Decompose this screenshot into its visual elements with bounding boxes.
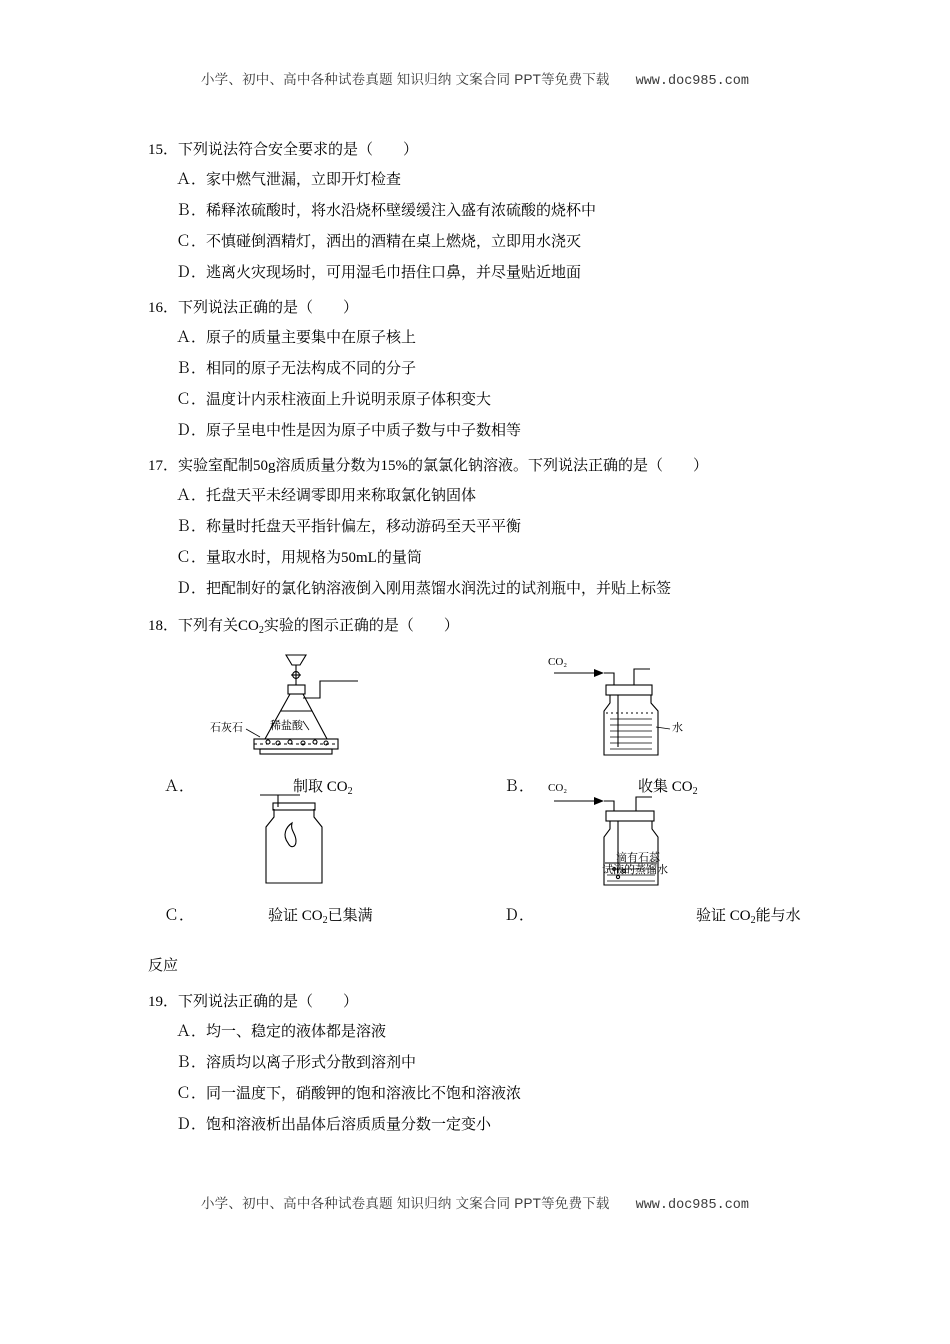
question-17-number: 17．: [148, 458, 179, 474]
figure-c-caption: [268, 904, 373, 925]
question-15-option-a[interactable]: Ａ．家中燃气泄漏，立即开灯检查: [176, 172, 402, 188]
figure-d-annotation-co2: CO₂: [548, 782, 568, 794]
question-15-option-d[interactable]: Ｄ．逃离火灾现场时，可用湿毛巾捂住口鼻，并尽量贴近地面: [176, 265, 582, 281]
question-17-stem: [148, 451, 848, 481]
figure-a-label: Ａ．: [164, 779, 195, 795]
figure-b-caption-text: 收集 CO: [638, 779, 693, 795]
question-18-stem-part1: 下列有关CO: [178, 618, 259, 634]
figure-d-caption: [696, 904, 801, 925]
figure-c-caption-text2: 已集满: [327, 908, 373, 924]
question-15-option-c[interactable]: Ｃ．不慎碰倒酒精灯，洒出的酒精在桌上燃烧，立即用水浇灭: [176, 234, 582, 250]
question-17-option-d[interactable]: Ｄ．把配制好的氯化钠溶液倒入刚用蒸馏水润洗过的试剂瓶中，并贴上标签: [176, 581, 672, 597]
figure-c-caption-text: 验证 CO: [268, 908, 323, 924]
question-19-option-b[interactable]: Ｂ．溶质均以离子形式分散到溶剂中: [176, 1055, 417, 1071]
figure-b-annotation-water: 水: [672, 722, 683, 734]
question-15: [148, 135, 848, 289]
figure-b-caption-sub: 2: [692, 786, 698, 797]
figure-a-annotation-limestone: 石灰石: [210, 722, 243, 734]
question-19-stem: [148, 987, 848, 1017]
question-15-number: 15．: [148, 142, 179, 158]
figure-b-label: Ｂ．: [504, 779, 535, 795]
question-16-option-a[interactable]: Ａ．原子的质量主要集中在原子核上: [176, 330, 417, 346]
question-15-stem: [148, 135, 848, 165]
figure-d-caption-text: 验证 CO: [696, 908, 751, 924]
figure-a-annotation-acid: 稀盐酸: [270, 720, 303, 732]
figure-d-caption-text2: 能与水: [755, 908, 801, 924]
question-19-number: 19．: [148, 994, 179, 1010]
question-17-stem-text: 实验室配制50g溶质质量分数为15%的氯氯化钠溶液。下列说法正确的是（ ）: [178, 458, 709, 474]
question-17-option-c[interactable]: Ｃ．量取水时，用规格为50mL的量筒: [176, 550, 422, 566]
figure-a-caption-sub: 2: [347, 786, 353, 797]
question-17-option-a[interactable]: Ａ．托盘天平未经调零即用来称取氯化钠固体: [176, 488, 477, 504]
watermark-site-bottom: www.doc985.com: [635, 1198, 750, 1213]
question-16-stem-text: 下列说法正确的是（ ）: [178, 300, 359, 316]
question-18-stem: [148, 611, 848, 643]
figure-d-annotation-litmus-1: 滴有石蕊: [616, 852, 660, 864]
watermark-bottom: [0, 1192, 950, 1213]
question-16-option-c[interactable]: Ｃ．温度计内汞柱液面上升说明汞原子体积变大: [176, 392, 492, 408]
question-18-figures: [148, 649, 848, 949]
question-18-number: 18．: [148, 618, 179, 634]
figure-c-drawing: [208, 791, 408, 903]
question-18: [148, 611, 848, 981]
question-19-option-d[interactable]: Ｄ．饱和溶液析出晶体后溶质质量分数一定变小: [176, 1117, 492, 1133]
figure-d-caption-sub: 2: [750, 915, 756, 926]
question-18-stem-sub: 2: [258, 625, 264, 636]
figure-d-annotation-litmus-2: 试液的蒸馏水: [602, 864, 668, 876]
question-19-option-a[interactable]: Ａ．均一、稳定的液体都是溶液: [176, 1024, 387, 1040]
question-15-option-b[interactable]: Ｂ．稀释浓硫酸时，将水沿烧杯壁缓缓注入盛有浓硫酸的烧杯中: [176, 203, 597, 219]
question-17-option-b[interactable]: Ｂ．称量时托盘天平指针偏左，移动游码至天平平衡: [176, 519, 522, 535]
figure-a-drawing: [208, 651, 408, 776]
figure-c-label: Ｃ．: [164, 908, 195, 924]
question-16-option-b[interactable]: Ｂ．相同的原子无法构成不同的分子: [176, 361, 417, 377]
watermark-site: www.doc985.com: [635, 74, 750, 89]
question-16-option-d[interactable]: Ｄ．原子呈电中性是因为原子中质子数与中子数相等: [176, 423, 522, 439]
question-15-stem-text: 下列说法符合安全要求的是（ ）: [178, 142, 419, 158]
question-16: [148, 293, 848, 447]
figure-a-caption-text: 制取 CO: [293, 779, 348, 795]
question-16-number: 16．: [148, 300, 179, 316]
watermark-text: 小学、初中、高中各种试卷真题 知识归纳 文案合同 PPT等免费下载: [200, 72, 610, 87]
figure-d-drawing: [548, 779, 748, 903]
figure-b-annotation-co2: CO₂: [548, 656, 568, 668]
question-16-stem: [148, 293, 848, 323]
question-18-stem-part2: 实验的图示正确的是（ ）: [263, 618, 459, 634]
figure-c-caption-sub: 2: [322, 915, 328, 926]
figure-b-drawing: [548, 651, 748, 776]
question-17: [148, 451, 848, 605]
figure-d-label: Ｄ．: [504, 908, 535, 924]
question-19: [148, 987, 848, 1141]
question-19-option-c[interactable]: Ｃ．同一温度下，硝酸钾的饱和溶液比不饱和溶液浓: [176, 1086, 522, 1102]
question-list: [148, 135, 848, 1143]
question-19-stem-text: 下列说法正确的是（ ）: [178, 994, 359, 1010]
watermark-top: [0, 68, 950, 89]
question-18-trailing: 反应: [148, 958, 179, 974]
watermark-text-bottom: 小学、初中、高中各种试卷真题 知识归纳 文案合同 PPT等免费下载: [200, 1196, 610, 1211]
